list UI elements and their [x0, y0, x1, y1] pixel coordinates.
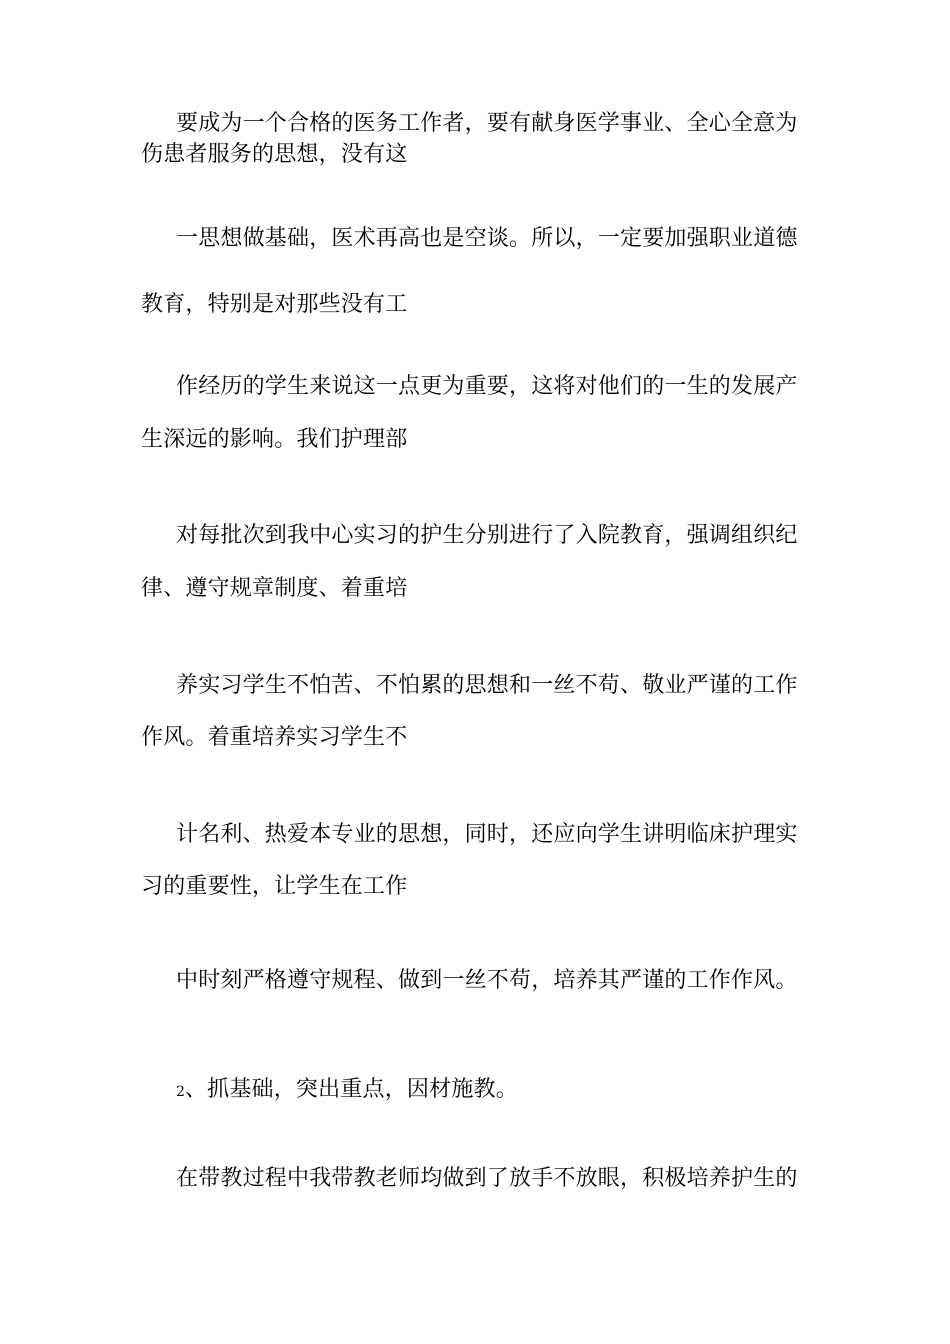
paragraph-5-line-1: 养实习学生不怕苦、不怕累的思想和一丝不苟、敬业严谨的工作 — [176, 673, 798, 698]
paragraph-7-line-1: 中时刻严格遵守规程、做到一丝不苟，培养其严谨的工作作风。 — [176, 968, 798, 993]
paragraph-1-line-2: 伤患者服务的思想，没有这 — [141, 142, 408, 167]
paragraph-4-line-1: 对每批次到我中心实习的护生分别进行了入院教育，强调组织纪 — [176, 523, 798, 548]
paragraph-1-line-1: 要成为一个合格的医务工作者，要有献身医学事业、全心全意为 — [176, 111, 798, 136]
paragraph-3-line-1: 作经历的学生来说这一点更为重要，这将对他们的一生的发展产 — [176, 374, 798, 399]
paragraph-6-line-2: 习的重要性，让学生在工作 — [141, 874, 408, 899]
paragraph-5-line-2: 作风。着重培养实习学生不 — [141, 725, 408, 750]
section-heading-text: 、抓基础，突出重点，因材施教。 — [184, 1077, 518, 1102]
paragraph-6-line-1: 计名利、热爱本专业的思想，同时，还应向学生讲明临床护理实 — [176, 822, 798, 847]
section-number: 2 — [176, 1084, 185, 1100]
section-heading-2 — [176, 1075, 856, 1107]
paragraph-2-line-2: 教育，特别是对那些没有工 — [141, 292, 408, 317]
paragraph-9-line-1: 在带教过程中我带教老师均做到了放手不放眼，积极培养护生的 — [176, 1166, 798, 1191]
paragraph-4-line-2: 律、遵守规章制度、着重培 — [141, 576, 408, 601]
paragraph-2-line-1: 一思想做基础，医术再高也是空谈。所以，一定要加强职业道德 — [176, 226, 798, 251]
paragraph-3-line-2: 生深远的影响。我们护理部 — [141, 427, 408, 452]
